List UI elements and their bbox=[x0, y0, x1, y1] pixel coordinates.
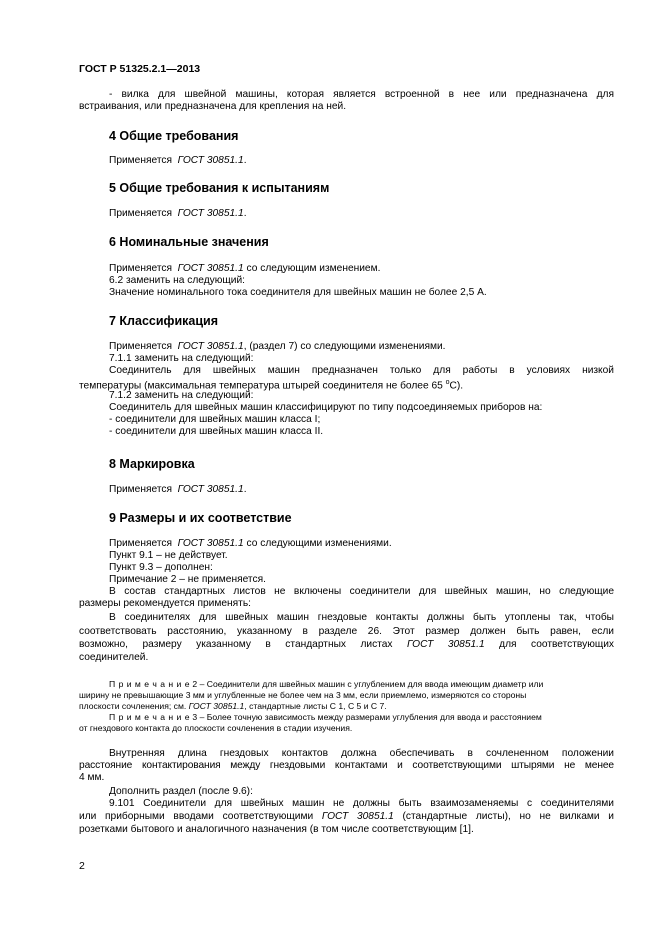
section-7-line-7: - соединители для швейных машин класса II. bbox=[109, 426, 324, 437]
tail-line-2: расстояние контактирования между гнездовыми контактами и соответствующими штырями не менее bbox=[79, 760, 614, 771]
section-5-title: 5 Общие требования к испытаниям bbox=[109, 181, 330, 195]
intro-line-2: встраивания, или предназначена для крепления на ней. bbox=[79, 101, 347, 112]
section-9-para-line-2: соответствовать расстоянию, указанному в разделе 26. Этот размер должен быть равен, если bbox=[79, 626, 614, 637]
section-6-title: 6 Номинальные значения bbox=[109, 235, 269, 249]
section-4-title: 4 Общие требования bbox=[109, 129, 239, 143]
section-6-applies: Применяется ГОСТ 30851.1 со следующим изменением. bbox=[109, 263, 381, 274]
section-8-title: 8 Маркировка bbox=[109, 457, 195, 471]
section-9-para-line-4: соединителей. bbox=[79, 652, 149, 663]
section-9-line-5: размеры рекомендуется применять: bbox=[79, 598, 251, 609]
intro-line-1: - вилка для швейной машины, которая является встроенной в нее или предназначена для bbox=[109, 89, 614, 100]
document-header: ГОСТ Р 51325.2.1—2013 bbox=[79, 63, 201, 75]
section-8-text: Применяется ГОСТ 30851.1. bbox=[109, 484, 247, 495]
tail-line-5: 9.101 Соединители для швейных машин не должны быть взаимозаменяемы с соединителями bbox=[109, 798, 614, 809]
section-9-line-1: Пункт 9.1 – не действует. bbox=[109, 550, 228, 561]
note-2-line-2: ширину не превышающие 3 мм и углубленные не более чем на 3 мм, если приемлемо, измеряются со стороны bbox=[79, 690, 527, 700]
tail-line-6: или приборными вводами соответствующими ГОСТ 30851.1 (стандартные листы), но не вилками и bbox=[79, 811, 614, 822]
tail-line-4: Дополнить раздел (после 9.6): bbox=[109, 786, 253, 797]
section-9-line-4: В состав стандартных листов не включены соединители для швейных машин, но следующие bbox=[109, 586, 614, 597]
note-3-line-1: П р и м е ч а н и е 3 – Более точную зависимость между размерами углубления для ввода и расстоянием bbox=[109, 712, 542, 722]
note-3-line-2: от гнездового контакта до плоскости сочленения в стадии изучения. bbox=[79, 723, 353, 733]
page-number: 2 bbox=[79, 860, 85, 872]
section-5-text: Применяется ГОСТ 30851.1. bbox=[109, 208, 247, 219]
section-7-applies: Применяется ГОСТ 30851.1, (раздел 7) со следующими изменениями. bbox=[109, 341, 446, 352]
section-9-para-line-1: В соединителях для швейных машин гнездовые контакты должны быть утоплены так, чтобы bbox=[109, 612, 614, 623]
note-2-line-1: П р и м е ч а н и е 2 – Соединители для швейных машин с углублением для ввода имеющим диаметр или bbox=[109, 679, 544, 689]
section-9-title: 9 Размеры и их соответствие bbox=[109, 511, 292, 525]
section-6-line-1: 6.2 заменить на следующий: bbox=[109, 275, 245, 286]
section-7-line-2: Соединитель для швейных машин предназначен только для работы в условиях низкой bbox=[109, 365, 614, 376]
section-7-line-5: Соединитель для швейных машин классифицируют по типу подсоединяемых приборов на: bbox=[109, 402, 543, 413]
section-9-para-line-3: возможно, размеру указанному в стандартных листах ГОСТ 30851.1 для соответствующих bbox=[79, 639, 615, 650]
tail-line-7: розетками бытового и аналогичного назначения (в том числе соответствующим [1]. bbox=[79, 824, 474, 835]
section-6-line-2: Значение номинального тока соединителя для швейных машин не более 2,5 А. bbox=[109, 287, 487, 298]
section-7-line-4: 7.1.2 заменить на следующий: bbox=[109, 390, 254, 401]
note-2-line-3: плоскости сочленения; см. ГОСТ 30851.1, стандартные листы С 1, С 5 и С 7. bbox=[79, 701, 387, 711]
section-9-line-3: Примечание 2 – не применяется. bbox=[109, 574, 266, 585]
tail-line-3: 4 мм. bbox=[79, 772, 105, 783]
section-4-text: Применяется ГОСТ 30851.1. bbox=[109, 155, 247, 166]
tail-line-1: Внутренняя длина гнездовых контактов должна обеспечивать в сочлененном положении bbox=[109, 748, 614, 759]
section-9-line-2: Пункт 9.3 – дополнен: bbox=[109, 562, 213, 573]
section-9-applies: Применяется ГОСТ 30851.1 со следующими изменениями. bbox=[109, 538, 392, 549]
section-7-line-6: - соединители для швейных машин класса I; bbox=[109, 414, 321, 425]
section-7-line-1: 7.1.1 заменить на следующий: bbox=[109, 353, 254, 364]
section-7-title: 7 Классификация bbox=[109, 314, 219, 328]
section-7-line-3: температуры (максимальная температура штырей соединителя не более 65 $^о$С). bbox=[79, 379, 464, 392]
